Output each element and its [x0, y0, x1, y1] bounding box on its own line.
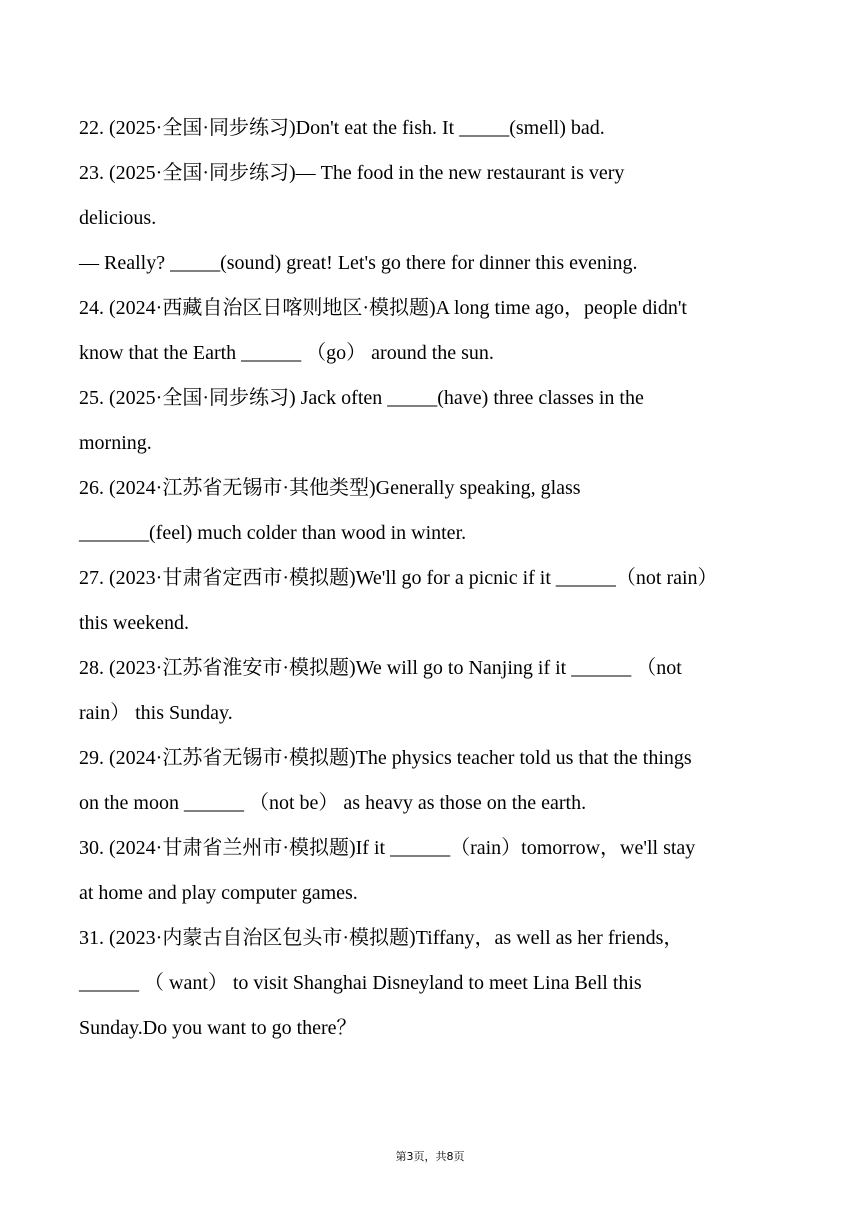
question-22	[79, 106, 799, 151]
question-26	[79, 466, 799, 556]
question-line: 26. (2024·江苏省无锡市·其他类型)Generally speaking, glass	[79, 477, 581, 499]
question-line: 28. (2023·江苏省淮安市·模拟题)We will go to Nanjing if it ______ （not	[79, 657, 682, 679]
question-line: delicious.	[79, 207, 157, 229]
question-list	[79, 106, 799, 1051]
question-24	[79, 286, 799, 376]
question-25	[79, 376, 799, 466]
question-line: _______(feel) much colder than wood in winter.	[79, 522, 467, 544]
question-line: 29. (2024·江苏省无锡市·模拟题)The physics teacher told us that the things	[79, 747, 692, 769]
question-line: know that the Earth ______ （go） around the sun.	[79, 342, 494, 364]
question-line: Sunday.Do you want to go there？	[79, 1017, 357, 1039]
question-line: morning.	[79, 432, 152, 454]
question-line: 23. (2025·全国·同步练习)— The food in the new restaurant is very	[79, 162, 625, 184]
question-28	[79, 646, 799, 736]
question-line: — Really? _____(sound) great! Let's go there for dinner this evening.	[79, 252, 638, 274]
question-line: rain） this Sunday.	[79, 702, 233, 724]
question-31	[79, 916, 799, 1051]
question-line: this weekend.	[79, 612, 189, 634]
question-30	[79, 826, 799, 916]
page-footer: 第3页，共8页	[395, 1150, 465, 1163]
question-29	[79, 736, 799, 826]
question-line: 27. (2023·甘肃省定西市·模拟题)We'll go for a picnic if it ______（not rain）	[79, 567, 718, 589]
question-line: 24. (2024·西藏自治区日喀则地区·模拟题)A long time ago，people didn't	[79, 297, 687, 319]
question-27	[79, 556, 799, 646]
question-23	[79, 151, 799, 286]
question-line: at home and play computer games.	[79, 882, 358, 904]
question-line: on the moon ______ （not be） as heavy as those on the earth.	[79, 792, 587, 814]
question-line: 22. (2025·全国·同步练习)Don't eat the fish. It _____(smell) bad.	[79, 117, 605, 139]
question-line: 25. (2025·全国·同步练习) Jack often _____(have) three classes in the	[79, 387, 644, 409]
question-line: ______ （ want） to visit Shanghai Disneyland to meet Lina Bell this	[79, 972, 642, 994]
question-line: 31. (2023·内蒙古自治区包头市·模拟题)Tiffany，as well as her friends，	[79, 927, 684, 949]
question-line: 30. (2024·甘肃省兰州市·模拟题)If it ______（rain）tomorrow，we'll stay	[79, 837, 696, 859]
